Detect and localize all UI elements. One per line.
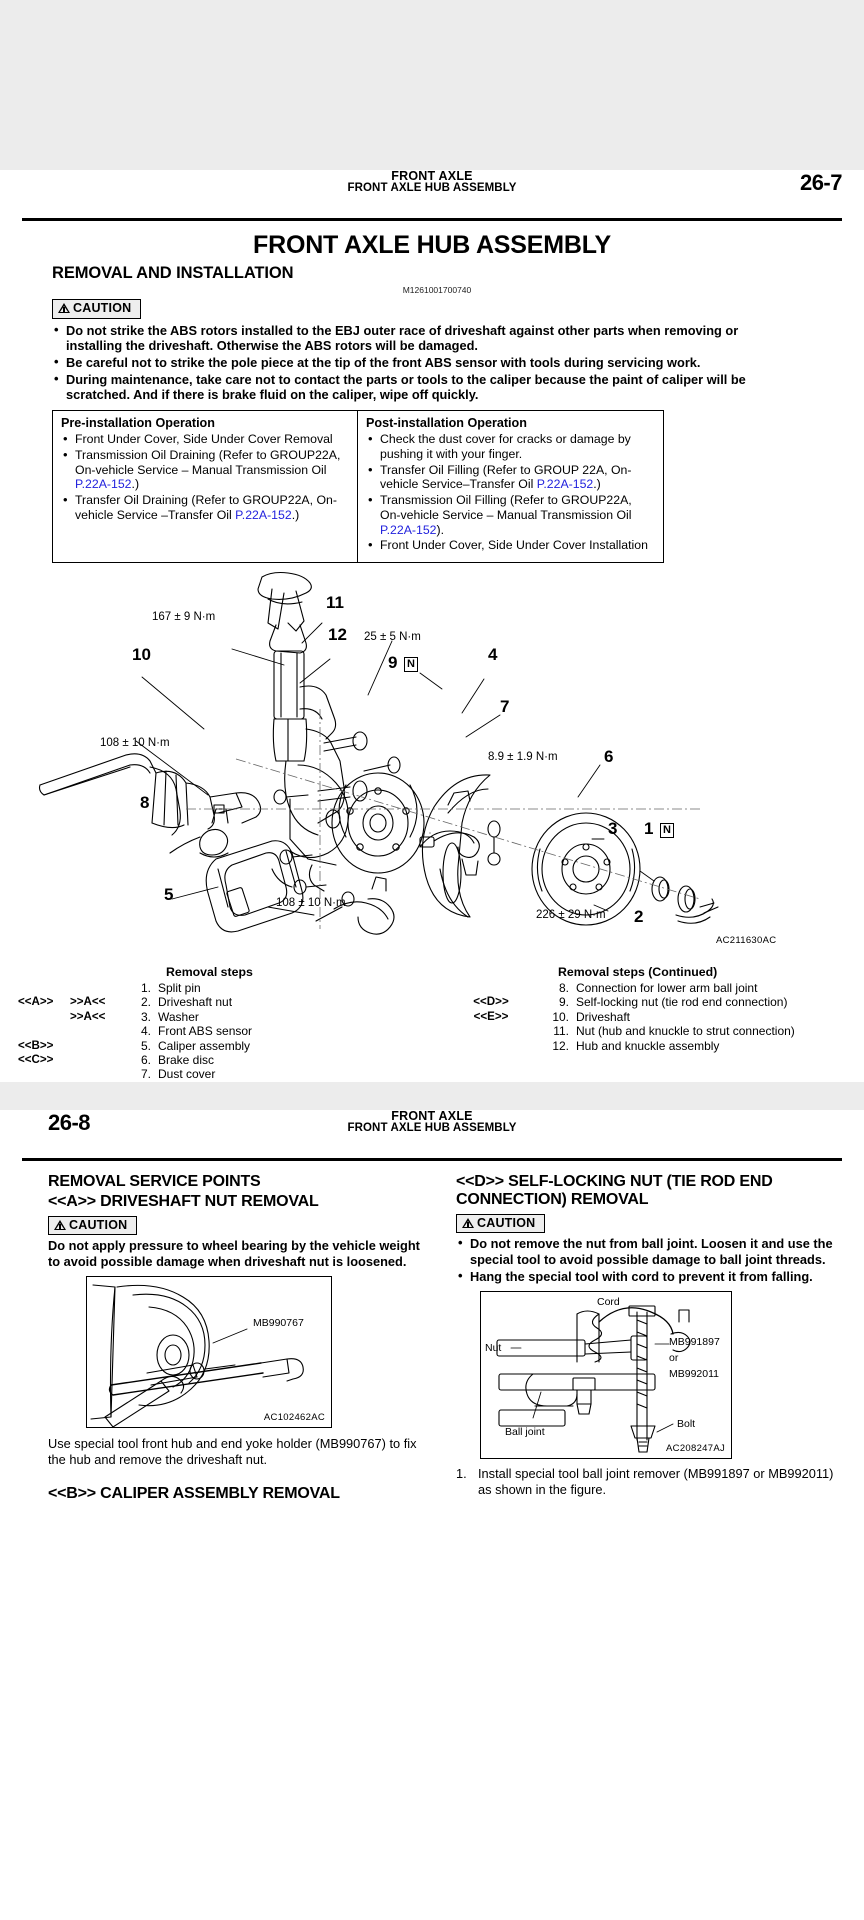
- pre-installation-item: [61, 432, 349, 447]
- step-row: [18, 981, 432, 995]
- item-text-after: .): [593, 477, 601, 492]
- post-installation-item: [366, 432, 655, 462]
- step-number: 9.: [558, 995, 569, 1010]
- step-text: Self-locking nut (tie rod end connection): [576, 995, 788, 1010]
- figure-label-bolt: Bolt: [677, 1418, 696, 1431]
- caution-bullet: • Be careful not to strike the pole piece at the tip of the front ABS sensor with tools during servicing work.: [52, 355, 752, 370]
- item-text: Front Under Cover, Side Under Cover Installation: [380, 538, 648, 553]
- step-text: Split pin: [158, 980, 201, 995]
- section-subtitle: REMOVAL AND INSTALLATION: [52, 264, 294, 282]
- step-text: Connection for lower arm ball joint: [576, 980, 758, 995]
- page-gap-top: [0, 0, 864, 170]
- header-group-title: FRONT AXLE: [391, 1109, 473, 1123]
- page-26-7: [0, 170, 864, 1082]
- installation-steps-right: [456, 1466, 838, 1497]
- step-row: [18, 995, 432, 1009]
- post-installation-item: [366, 493, 655, 537]
- pre-post-installation-table: [52, 410, 664, 563]
- heading-caliper-assembly-removal: <<B>> CALIPER ASSEMBLY REMOVAL: [48, 1485, 340, 1503]
- service-point-mark-a: <<C>>: [18, 1052, 54, 1066]
- heading-removal-service-points: REMOVAL SERVICE POINTS: [48, 1172, 261, 1190]
- step-row: [18, 1010, 432, 1024]
- service-point-mark-b: >>A<<: [70, 995, 106, 1009]
- figure-svg-left: [87, 1277, 331, 1427]
- step-text: Washer: [158, 1009, 199, 1024]
- item-text: Transfer Oil Filling (Refer to GROUP 22A, On-vehicle Service–Transfer Oil: [380, 462, 632, 492]
- caution-label: CAUTION: [73, 301, 132, 315]
- callout-3: 3: [608, 819, 618, 839]
- step-text: Install special tool ball joint remover (MB991897 or MB992011) as shown in the figure.: [478, 1466, 834, 1498]
- figure-label-nut: Nut: [485, 1342, 502, 1355]
- caution-bullet: • Do not strike the ABS rotors installed to the EBJ outer race of driveshaft against other parts when removing or installing the driveshaft. Otherwise the ABS rotors will be damaged.: [52, 323, 752, 353]
- item-text-after: .): [291, 507, 300, 522]
- torque-label-108-lower: 108 ± 10 N·m: [276, 897, 346, 910]
- callout-6: 6: [604, 747, 614, 767]
- item-text: Transmission Oil Filling (Refer to GROUP22A, On-vehicle Service – Manual Transmission Oil: [380, 493, 632, 522]
- removal-steps-right: [432, 965, 846, 1081]
- right-column: [456, 1173, 838, 1505]
- header-section-title: FRONT AXLE HUB ASSEMBLY: [347, 1121, 517, 1134]
- caution-badge: [48, 1216, 137, 1236]
- page-header-center-bottom: [22, 1110, 842, 1135]
- item-text: Front Under Cover, Side Under Cover Removal: [75, 432, 333, 447]
- post-installation-heading: Post-installation Operation: [366, 416, 527, 431]
- step-row: [432, 981, 846, 995]
- warning-triangle-icon: [462, 1218, 474, 1228]
- callout-7: 7: [500, 697, 510, 717]
- service-point-mark-a: <<B>>: [18, 1038, 54, 1052]
- figure-label-cord: Cord: [597, 1296, 620, 1309]
- header-section-title: FRONT AXLE HUB ASSEMBLY: [347, 182, 517, 194]
- step-number: 1.: [456, 1466, 467, 1482]
- pre-installation-item: [61, 448, 349, 492]
- step-row: [18, 1067, 432, 1081]
- n-marker-9: [404, 655, 418, 673]
- ref-link[interactable]: P.22A-152: [380, 522, 437, 537]
- pre-installation-heading: Pre-installation Operation: [61, 416, 215, 431]
- figure-code-left: AC102462AC: [263, 1412, 325, 1424]
- step-text: Hub and knuckle assembly: [576, 1038, 720, 1053]
- service-point-mark-a: <<A>>: [18, 995, 54, 1009]
- caution-badge: [52, 299, 141, 319]
- figure-code-exploded: AC211630AC: [716, 935, 777, 947]
- post-installation-list: [366, 432, 655, 553]
- diagram-svg: [0, 569, 864, 959]
- callout-2: 2: [634, 907, 644, 927]
- step-number: 6.: [140, 1052, 151, 1067]
- caution-bullet-list: [52, 323, 752, 402]
- step-text: Caliper assembly: [158, 1038, 251, 1053]
- callout-1: 1: [644, 819, 654, 839]
- step-row: [432, 995, 846, 1009]
- caution-text-left: Do not apply pressure to wheel bearing by the vehicle weight to avoid possible damage when driveshaft nut is loosened.: [48, 1238, 420, 1269]
- figure-code-right: AC208247AJ: [666, 1443, 725, 1455]
- figure-driveshaft-nut-removal: [86, 1276, 332, 1428]
- service-point-mark: <<E>>: [473, 1009, 509, 1023]
- torque-label-108-upper: 108 ± 10 N·m: [100, 737, 170, 750]
- step-number: 8.: [558, 980, 569, 995]
- caution-bullets-right: [456, 1236, 838, 1284]
- step-row: [18, 1039, 432, 1053]
- caution-block-top: [52, 299, 864, 319]
- removal-steps-continued-heading: Removal steps (Continued): [558, 965, 718, 980]
- header-rule-bottom: [22, 1158, 842, 1161]
- step-text: Driveshaft nut: [158, 995, 233, 1010]
- step-number: 12.: [552, 1038, 569, 1053]
- step-number: 1.: [140, 980, 151, 995]
- numbered-step: [456, 1466, 838, 1497]
- caution-badge: [456, 1214, 545, 1234]
- ref-link[interactable]: P.22A-152: [536, 477, 594, 492]
- step-number: 5.: [140, 1038, 151, 1053]
- figure-label-mb991897: MB991897: [669, 1336, 720, 1349]
- step-row: [18, 1024, 432, 1038]
- caution-block-right: [456, 1214, 838, 1234]
- warning-triangle-icon: [54, 1220, 66, 1230]
- step-number: 3.: [140, 1009, 151, 1024]
- figure-label-mb990767: MB990767: [253, 1317, 304, 1330]
- header-rule-top: [22, 218, 842, 221]
- caution-bullet: • Hang the special tool with cord to prevent it from falling.: [456, 1269, 838, 1284]
- pre-installation-cell: [53, 411, 358, 562]
- warning-triangle-icon: [58, 303, 70, 313]
- figure-label-or: or: [669, 1352, 679, 1365]
- item-text: Transfer Oil Draining (Refer to GROUP22A, On-vehicle Service –Transfer Oil: [75, 493, 337, 522]
- step-row: [432, 1039, 846, 1053]
- post-installation-item: [366, 463, 655, 493]
- step-row: [432, 1024, 846, 1038]
- document-id: M1261001700740: [402, 285, 472, 295]
- pre-installation-list: [61, 432, 349, 523]
- caution-bullet: • During maintenance, take care not to contact the parts or tools to the caliper because the paint of caliper will be scratched. And if there is brake fluid on the caliper, wipe off quickly.: [52, 372, 752, 402]
- removal-steps-heading: Removal steps: [166, 965, 253, 980]
- step-number: 10.: [552, 1009, 569, 1024]
- exploded-view-diagram: [0, 569, 864, 959]
- step-row: [18, 1053, 432, 1067]
- heading-driveshaft-nut-removal: <<A>> DRIVESHAFT NUT REMOVAL: [48, 1193, 319, 1211]
- callout-12: 12: [328, 625, 347, 645]
- caution-bullet: • Do not remove the nut from ball joint. Loosen it and use the special tool to avoid possible damage to ball joint threads.: [456, 1236, 838, 1267]
- step-number: 11.: [553, 1024, 569, 1039]
- caution-label: CAUTION: [477, 1215, 536, 1230]
- body-text-left: Use special tool front hub and end yoke holder (MB990767) to fix the hub and remove the driveshaft nut.: [48, 1436, 417, 1467]
- page-title: FRONT AXLE HUB ASSEMBLY: [253, 231, 611, 259]
- left-column: [48, 1173, 430, 1505]
- callout-10: 10: [132, 645, 151, 665]
- n-marker-1: [660, 821, 674, 839]
- callout-11: 11: [326, 593, 344, 613]
- step-text: Nut (hub and knuckle to strut connection): [576, 1024, 795, 1039]
- callout-4: 4: [488, 645, 498, 665]
- two-column-body: [0, 1173, 864, 1505]
- page-number-bottom: 26-8: [48, 1109, 91, 1135]
- caution-label: CAUTION: [69, 1217, 128, 1232]
- torque-label-25: 25 ± 5 N·m: [364, 631, 421, 644]
- page-header-top: [0, 170, 864, 218]
- figure-label-mb992011: MB992011: [669, 1368, 720, 1381]
- torque-label-89: 8.9 ± 1.9 N·m: [488, 751, 558, 764]
- ref-link[interactable]: P.22A-152: [235, 507, 292, 522]
- step-number: 7.: [140, 1067, 151, 1082]
- removal-steps-area: [0, 965, 864, 1081]
- post-installation-item: [366, 538, 655, 553]
- callout-9: 9: [388, 653, 398, 673]
- figure-ball-joint-remover: [480, 1291, 732, 1459]
- step-text: Driveshaft: [576, 1009, 631, 1024]
- page-header-bottom: [0, 1110, 864, 1158]
- item-text-after: ).: [436, 522, 445, 537]
- torque-label-226: 226 ± 29 N·m: [536, 909, 606, 922]
- callout-8: 8: [140, 793, 150, 813]
- caution-block-left: [48, 1216, 430, 1236]
- heading-self-locking-nut-removal: <<D>> SELF-LOCKING NUT (TIE ROD END CONNECTION) REMOVAL: [456, 1172, 773, 1209]
- page-26-8: [0, 1110, 864, 1565]
- ref-link[interactable]: P.22A-152: [75, 477, 132, 492]
- service-point-mark-b: >>A<<: [70, 1009, 106, 1023]
- pre-installation-item: [61, 493, 349, 523]
- post-installation-cell: [358, 411, 663, 562]
- torque-label-167: 167 ± 9 N·m: [152, 611, 216, 624]
- n-box: N: [404, 657, 418, 672]
- figure-label-ball-joint: Ball joint: [505, 1426, 545, 1439]
- n-box: N: [660, 823, 674, 838]
- item-text-after: .): [131, 477, 140, 492]
- page-gap-middle: [0, 1082, 864, 1110]
- step-row: [432, 1010, 846, 1024]
- step-number: 4.: [140, 1024, 151, 1039]
- step-text: Front ABS sensor: [158, 1024, 253, 1039]
- removal-steps-left: [18, 965, 432, 1081]
- item-text: Transmission Oil Draining (Refer to GROUP22A, On-vehicle Service – Manual Transmission Oil: [75, 447, 341, 477]
- page-number-top: 26-7: [799, 170, 842, 195]
- header-group-title: FRONT AXLE: [391, 169, 473, 183]
- item-text: Check the dust cover for cracks or damage by pushing it with your finger.: [380, 432, 631, 461]
- callout-5: 5: [164, 885, 174, 905]
- page-header-center: [22, 170, 842, 195]
- step-number: 2.: [140, 995, 151, 1010]
- step-text: Brake disc: [158, 1052, 215, 1067]
- service-point-mark: <<D>>: [473, 995, 509, 1009]
- step-text: Dust cover: [158, 1067, 216, 1082]
